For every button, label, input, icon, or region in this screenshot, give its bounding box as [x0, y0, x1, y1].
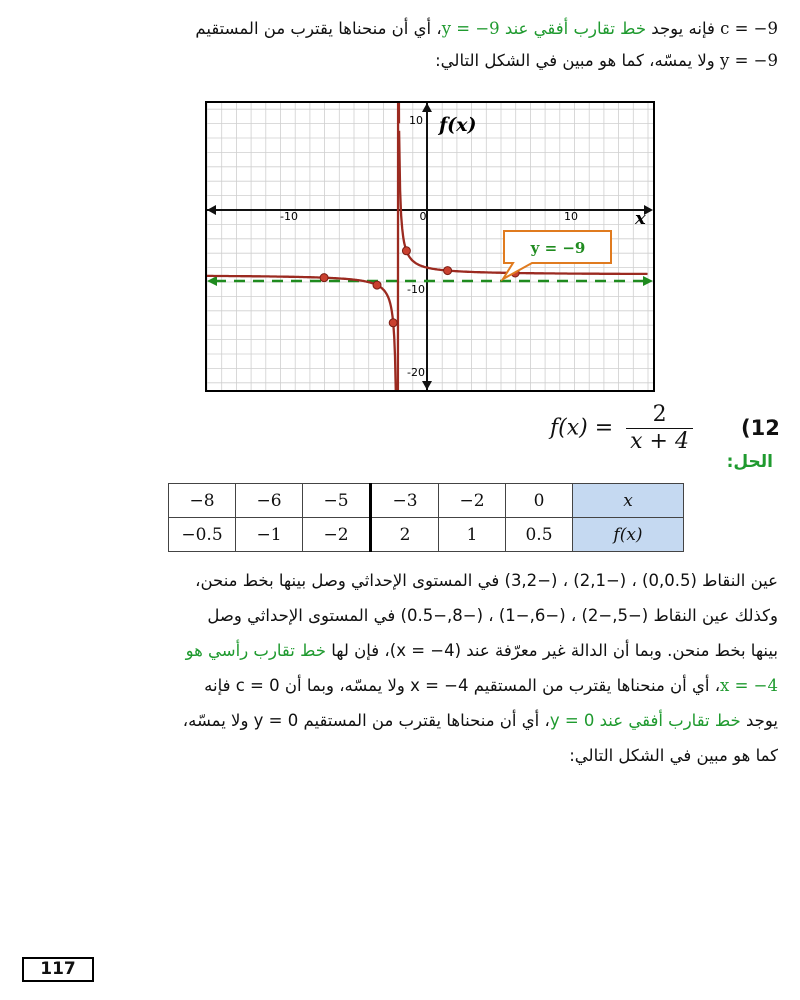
table-cell: 1 — [439, 518, 506, 552]
intro-c-value: c = −9 — [720, 19, 778, 38]
curve-point — [402, 247, 410, 255]
page-number: 117 — [22, 957, 94, 982]
body-line-4 — [46, 675, 778, 697]
curve-left-branch — [207, 103, 399, 390]
tick-label-x-neg10: -10 — [280, 210, 298, 223]
table-cell: −5 — [303, 484, 371, 518]
vertical-asymptote-eq: x = −4 — [720, 676, 778, 695]
curve-point — [389, 319, 397, 327]
table-cell: −2 — [439, 484, 506, 518]
y-axis-arrow-down — [422, 381, 432, 390]
intro-text-b: ، أي أن منحناها يقترب من المستقيم — [195, 19, 442, 38]
problem-number: (12 — [741, 416, 780, 440]
body-line-5-text-b: ، أي أن منحناها يقترب من المستقيم y = 0 ولا يمسّه، — [182, 711, 550, 730]
body-line-5 — [46, 710, 778, 732]
vertical-asymptote-term: خط تقارب رأسي هو — [185, 641, 326, 660]
body-line-3-text: بينها بخط منحن. وبما أن الدالة غير معرّفة عند (x = −4)، فإن لها — [331, 641, 778, 660]
body-line-3 — [46, 640, 778, 662]
graph-canvas — [207, 103, 653, 390]
body-line-6: كما هو مبين في الشكل التالي: — [569, 746, 778, 765]
curve-point — [444, 267, 452, 275]
y-axis-label: f(x) — [439, 114, 477, 136]
values-table — [168, 483, 684, 552]
intro-line2-eq: y = −9 — [720, 51, 778, 70]
solution-label: الحل: — [726, 452, 773, 472]
intro-line-1 — [46, 18, 778, 40]
intro-text-a: فإنه يوجد — [651, 19, 715, 38]
body-line-5-text-a: يوجد — [746, 711, 778, 730]
asymptote-callout-label: y = −9 — [530, 239, 586, 257]
table-cell: 2 — [371, 518, 439, 552]
table-header-fx: f(x) — [573, 518, 684, 552]
table-cell: −3 — [371, 484, 439, 518]
formula-numerator: 2 — [626, 402, 693, 429]
problem-formula — [550, 402, 693, 455]
table-cell: −2 — [303, 518, 371, 552]
tick-label-x-0: 0 — [419, 210, 427, 223]
table-header-x: x — [573, 484, 684, 518]
table-cell: 0 — [506, 484, 573, 518]
intro-horizontal-asymptote-term: خط تقارب أفقي عند — [504, 19, 647, 38]
table-cell: 0.5 — [506, 518, 573, 552]
formula-denominator: x + 4 — [630, 429, 689, 454]
curve-point — [320, 274, 328, 282]
x-axis-label: x — [635, 208, 646, 229]
tick-label-y-neg10: -10 — [407, 283, 425, 296]
tick-label-y-10: 10 — [409, 114, 423, 127]
tick-label-x-10: 10 — [564, 210, 578, 223]
x-axis-arrow-left — [207, 205, 216, 215]
asymptote-arrow-left — [207, 276, 217, 286]
tick-label-y-neg20: -20 — [407, 366, 425, 379]
y-axis-arrow-up — [422, 103, 432, 112]
table-cell: −0.5 — [169, 518, 236, 552]
intro-line2-text: ولا يمسّه، كما هو مبين في الشكل التالي: — [435, 51, 715, 70]
table-row-x — [169, 484, 684, 518]
formula-fraction — [626, 402, 693, 455]
curve-point — [373, 281, 381, 289]
formula-lhs: f(x) = — [550, 415, 614, 441]
intro-line-2 — [46, 50, 778, 72]
function-graph — [205, 101, 655, 392]
table-row-fx — [169, 518, 684, 552]
body-line-1: عين النقاط (0,0.5) ، (−2,1) ، (−3,2) في المستوى الإحداثي وصل بينها بخط منحن، — [195, 571, 778, 590]
table-cell: −6 — [236, 484, 303, 518]
body-line-4-text: ، أي أن منحناها يقترب من المستقيم x = −4 ولا يمسّه، وبما أن c = 0 فإنه — [204, 676, 721, 695]
intro-asymptote-eq: y = −9 — [441, 19, 500, 38]
table-cell: −1 — [236, 518, 303, 552]
horizontal-asymptote-term: خط تقارب أفقي عند y = 0 — [549, 711, 741, 730]
table-cell: −8 — [169, 484, 236, 518]
body-line-2: وكذلك عين النقاط (−5,−2) ، (−6,−1) ، (−8,−0.5) في المستوى الإحداثي وصل — [207, 606, 778, 625]
